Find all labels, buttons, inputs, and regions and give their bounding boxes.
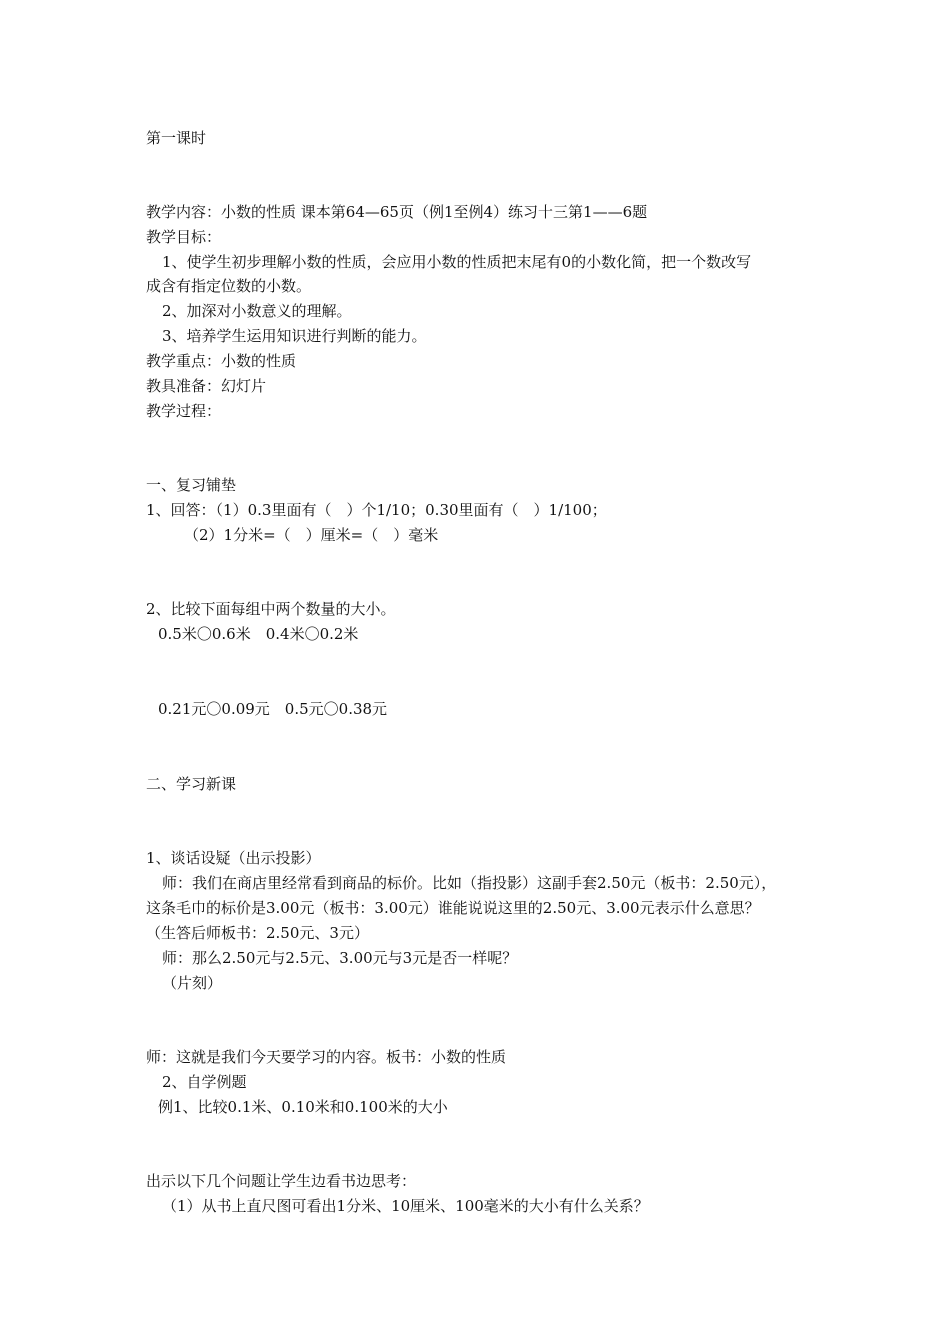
goal-2: 2、加深对小数意义的理解。 bbox=[162, 302, 352, 320]
teacher-line-2: 这条毛巾的标价是3.00元（板书：3.00元）谁能说说这里的2.50元、3.00元表示什么意思？ bbox=[146, 899, 760, 917]
step-1: 1、谈话设疑（出示投影） bbox=[146, 849, 321, 867]
section-1-heading: 一、复习铺垫 bbox=[146, 476, 237, 494]
section-2-heading: 二、学习新课 bbox=[146, 775, 237, 793]
step-2: 2、自学例题 bbox=[162, 1073, 247, 1091]
question-1-line-1: 1、回答：（1）0.3里面有（ ）个1/10；0.30里面有（ ）1/100； bbox=[146, 501, 607, 519]
teacher-question: 师：那么2.50元与2.5元、3.00元与3元是否一样呢？ bbox=[162, 949, 518, 967]
compare-row-1: 0.5米〇0.6米 0.4米〇0.2米 bbox=[158, 625, 359, 643]
key-point: 教学重点：小数的性质 bbox=[146, 352, 297, 370]
lesson-title: 第一课时 bbox=[146, 129, 207, 147]
example-1: 例1、比较0.1米、0.10米和0.100米的大小 bbox=[158, 1098, 448, 1116]
goal-3: 3、培养学生运用知识进行判断的能力。 bbox=[162, 327, 427, 345]
goals-heading: 教学目标： bbox=[146, 228, 222, 246]
show-questions: 出示以下几个问题让学生边看书边思考： bbox=[146, 1172, 417, 1190]
question-1-line-2: （2）1分米=（ ）厘米=（ ）毫米 bbox=[184, 526, 439, 544]
goal-1-line-1: 1、使学生初步理解小数的性质，会应用小数的性质把末尾有0的小数化简，把一个数改写 bbox=[162, 253, 752, 271]
teaching-content: 教学内容：小数的性质 课本第64—65页（例1至例4）练习十三第1——6题 bbox=[146, 203, 648, 221]
pause-note: （片刻） bbox=[162, 974, 223, 992]
teacher-intro: 师：这就是我们今天要学习的内容。板书：小数的性质 bbox=[146, 1048, 507, 1066]
process-heading: 教学过程： bbox=[146, 402, 222, 420]
question-item-1: （1）从书上直尺图可看出1分米、10厘米、100毫米的大小有什么关系？ bbox=[162, 1197, 649, 1215]
teacher-line-3: （生答后师板书：2.50元、3元） bbox=[146, 924, 369, 942]
compare-row-2: 0.21元〇0.09元 0.5元〇0.38元 bbox=[158, 700, 388, 718]
question-2: 2、比较下面每组中两个数量的大小。 bbox=[146, 600, 396, 618]
teacher-line-1: 师：我们在商店里经常看到商品的标价。比如（指投影）这副手套2.50元（板书：2.50元）， bbox=[162, 874, 777, 892]
goal-1-line-2: 成含有指定位数的小数。 bbox=[146, 277, 312, 295]
teaching-tools: 教具准备：幻灯片 bbox=[146, 377, 267, 395]
